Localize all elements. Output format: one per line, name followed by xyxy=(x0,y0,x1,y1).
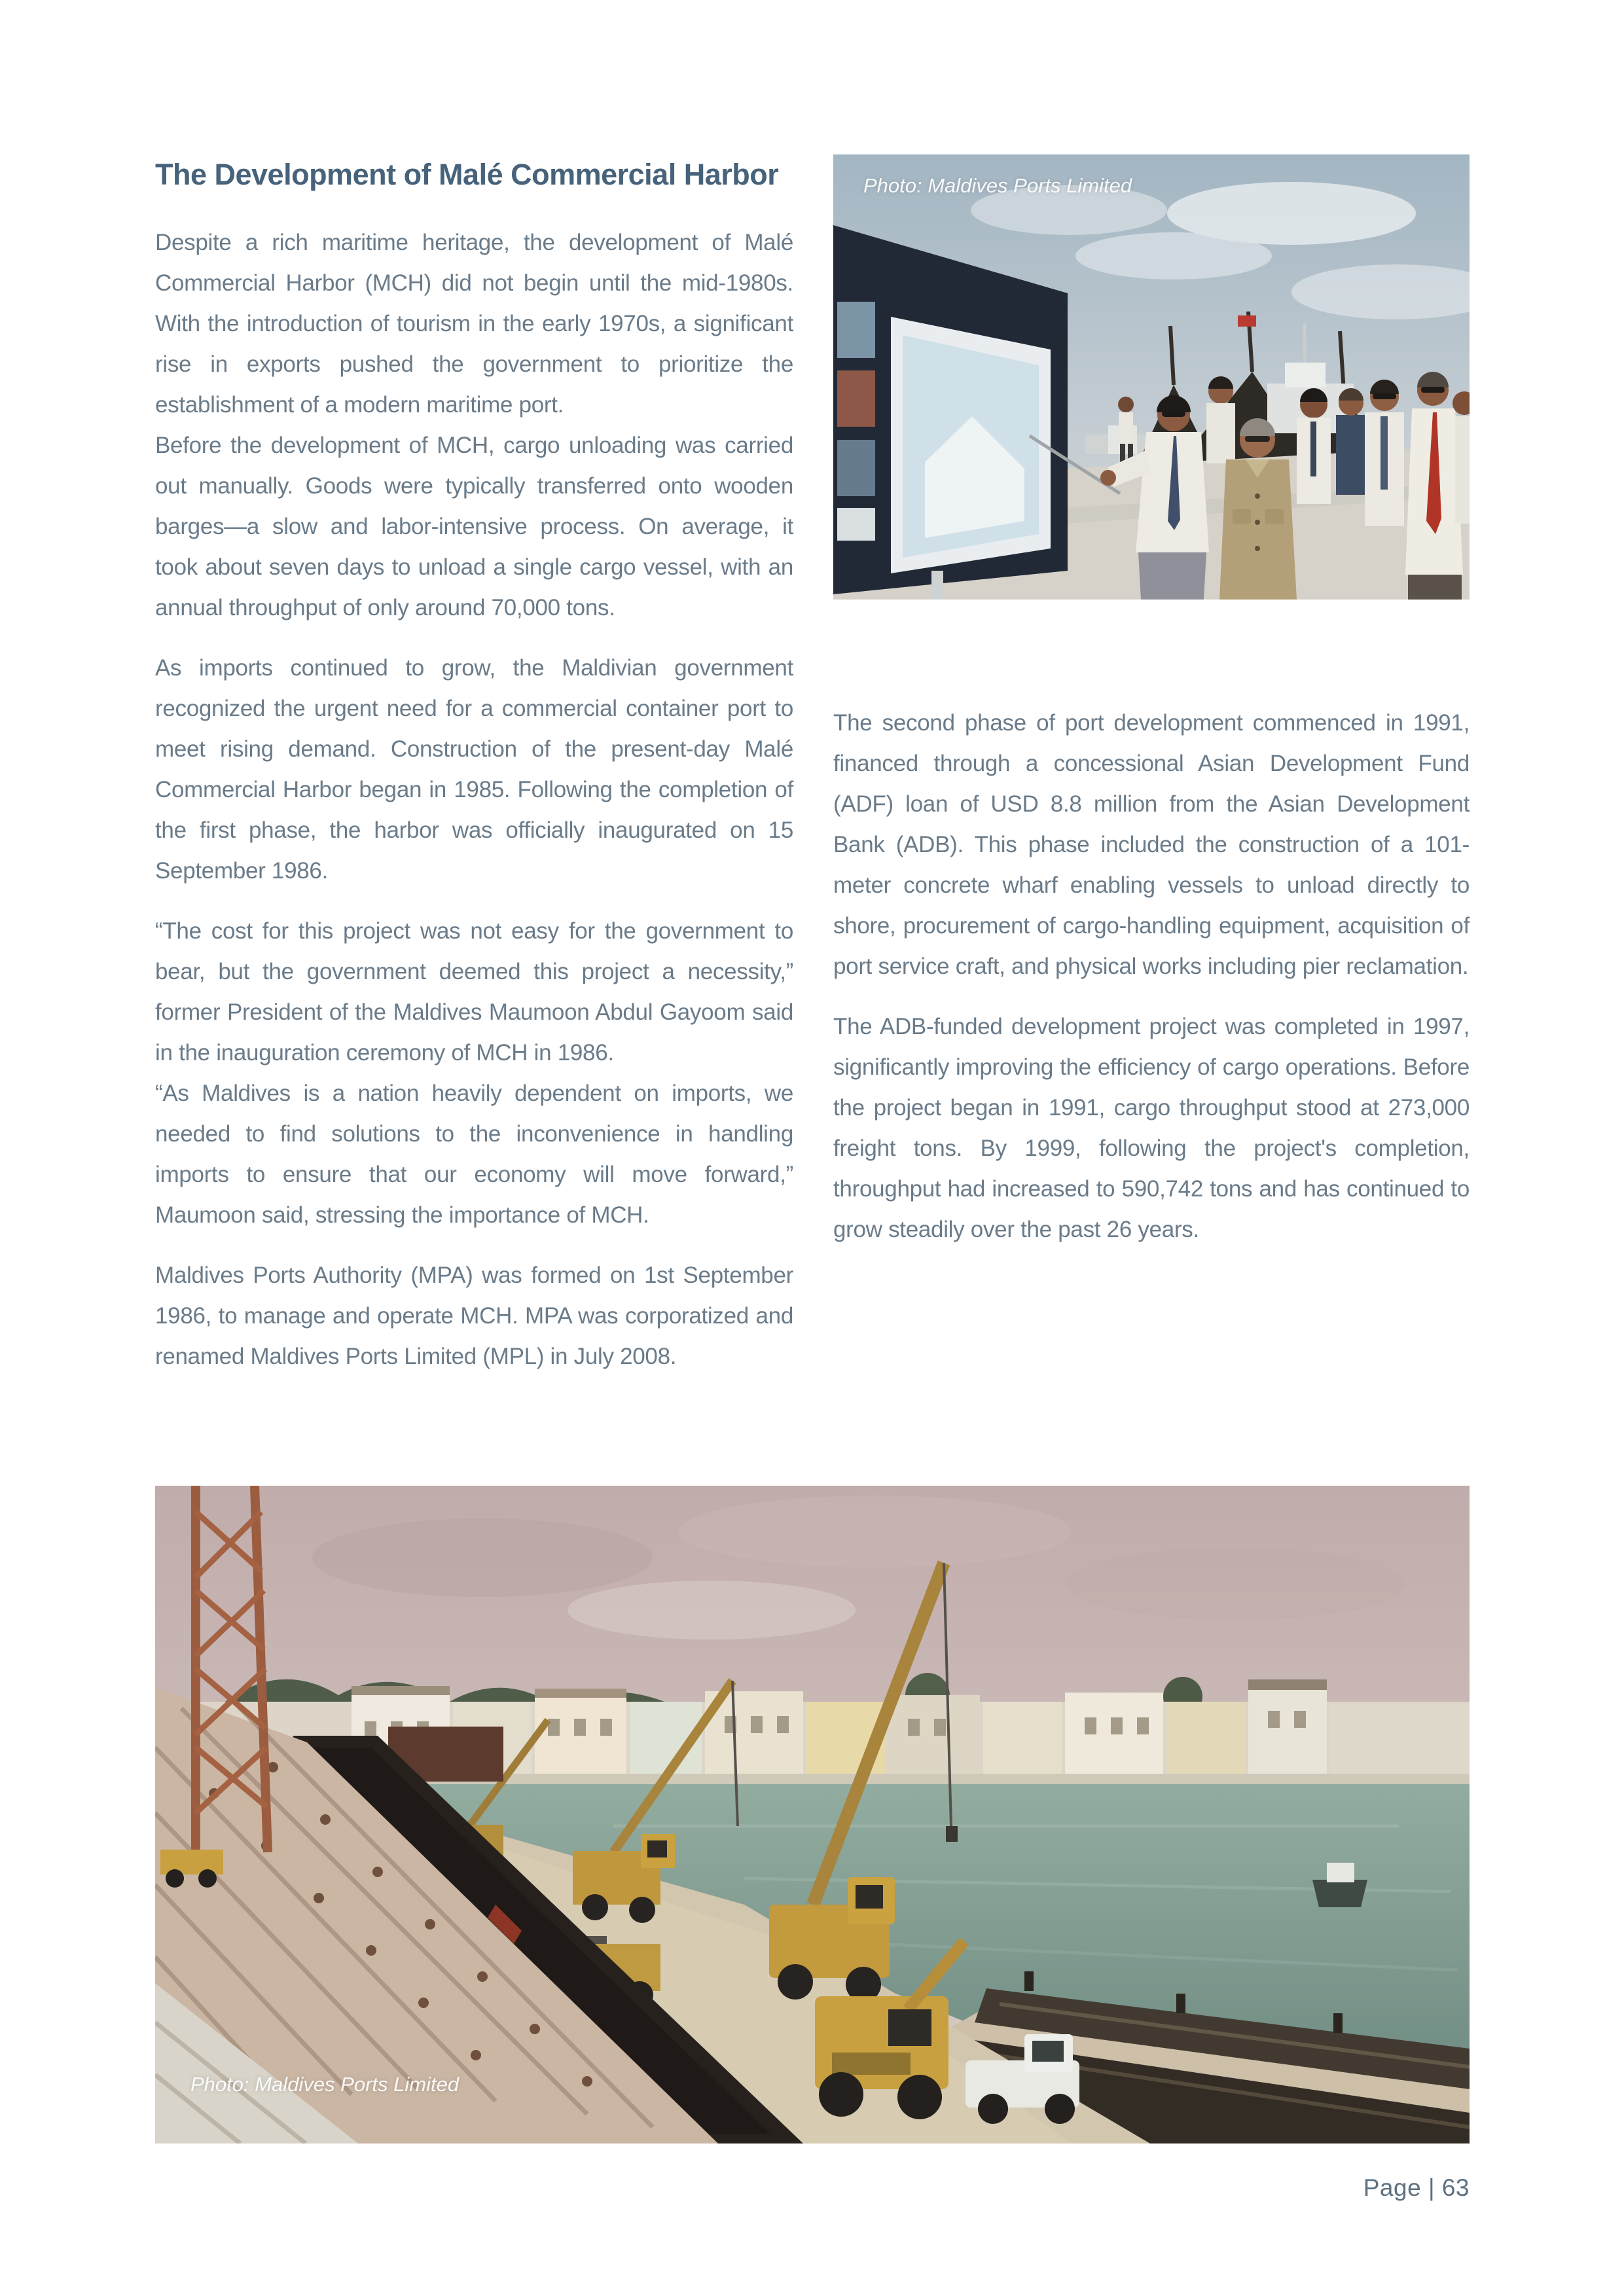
left-column xyxy=(155,157,793,1397)
photo-credit-top: Photo: Maldives Ports Limited xyxy=(863,174,1132,197)
page-title: The Development of Malé Commercial Harbor xyxy=(155,158,779,191)
paragraph-adb-completed: The ADB-funded development project was completed in 1997, significantly improving the efficiency of cargo operations. Before the project began in 1991, cargo throughput stood at 273,000 freight tons. By 1999, following the project's completion, throughput had increased to 590,742 tons and has continued to grow steadily over the past 26 years. xyxy=(833,1014,1470,1242)
paragraph-imports-grow: As imports continued to grow, the Maldivian government recognized the urgent need for a commercial container port to meet rising demand. Construction of the present-day Malé Commercial Harbor began in 1985. Following the completion of the first phase, the harbor was officially inaugurated on 15 September 1986. xyxy=(155,655,793,884)
page-number: Page | 63 xyxy=(1363,2174,1470,2201)
paragraph-second-phase: The second phase of port development commenced in 1991, financed through a concessional Asian Development Fund (ADF) loan of USD 8.8 million from the Asian Development Bank (ADB). This phase included the construction of a 101-meter concrete wharf enabling vessels to unload directly to shore, procurement of cargo-handling equipment, acquisition of port service craft, and physical works including pier reclamation. xyxy=(833,710,1470,979)
paragraph-quote-cost: “The cost for this project was not easy for the government to bear, but the government deemed this project a necessity,” former President of the Maldives Maumoon Abdul Gayoom said in the inauguration ceremony of MCH in 1986. xyxy=(155,918,793,1066)
paragraph-mpa-formed: Maldives Ports Authority (MPA) was formed on 1st September 1986, to manage and operate MCH. MPA was corporatized and renamed Maldives Ports Limited (MPL) in July 2008. xyxy=(155,1263,793,1369)
paragraph-quote-imports: “As Maldives is a nation heavily dependent on imports, we needed to find solutions to the inconvenience in handling imports to ensure that our economy will move forward,” Maumoon said, stressing the importance of MCH. xyxy=(155,1081,793,1228)
photo-inauguration xyxy=(833,154,1470,600)
paragraph-before-mch: Before the development of MCH, cargo unloading was carried out manually. Goods were typically transferred onto wooden barges—a slow and labor-intensive process. On average, it took about seven days to unload a single cargo vessel, with an annual throughput of only around 70,000 tons. xyxy=(155,433,793,620)
photo-wharf-illustration xyxy=(155,1486,1470,2144)
paragraph-maritime-heritage: Despite a rich maritime heritage, the development of Malé Commercial Harbor (MCH) did not begin until the mid-1980s. With the introduction of tourism in the early 1970s, a significant rise in exports pushed the government to prioritize the establishment of a modern maritime port. xyxy=(155,230,793,418)
photo-inauguration-illustration xyxy=(833,154,1470,600)
photo-wharf xyxy=(155,1486,1470,2144)
right-column xyxy=(833,154,1470,1270)
photo-credit-bottom: Photo: Maldives Ports Limited xyxy=(190,2073,460,2096)
